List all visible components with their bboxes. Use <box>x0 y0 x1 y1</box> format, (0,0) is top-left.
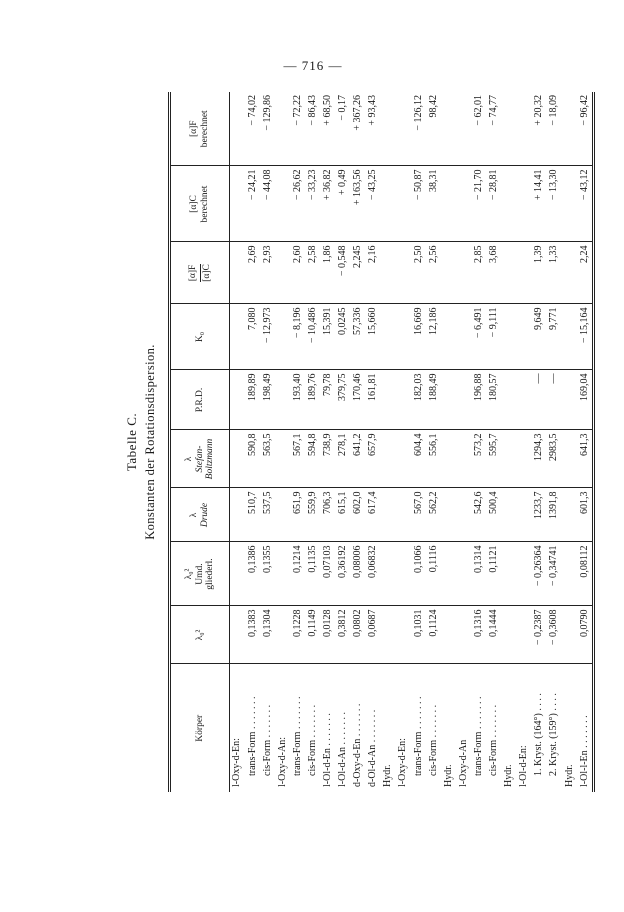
cell-c4: 2983,5 <box>547 430 562 488</box>
row-label: Hydr. <box>382 764 394 787</box>
cell-c8: − 50,87 <box>411 166 426 242</box>
cell-c5: 170,46 <box>351 370 366 430</box>
cell-c4 <box>381 430 396 488</box>
cell-c8 <box>456 166 471 242</box>
cell-c5: — <box>547 370 562 430</box>
cell-c5: 79,78 <box>321 370 336 430</box>
cell-c3: 651,9 <box>290 488 305 542</box>
table-row <box>517 92 532 792</box>
cell-c3: 602,0 <box>351 488 366 542</box>
cell-c2: − 0,26364 <box>532 542 547 606</box>
cell-c1: 0,0790 <box>577 606 594 664</box>
cell-c7 <box>275 242 290 304</box>
cell-c5: 169,04 <box>577 370 594 430</box>
cell-c4: 594,8 <box>305 430 320 488</box>
table-body <box>230 92 594 792</box>
cell-c6 <box>381 304 396 370</box>
cell-c9 <box>396 92 411 166</box>
cell-c4: 641,2 <box>351 430 366 488</box>
cell-c6: − 8,196 <box>290 304 305 370</box>
cell-c7: 2,58 <box>305 242 320 304</box>
cell-c1: 0,0128 <box>321 606 336 664</box>
table-row <box>351 92 366 792</box>
cell-c2 <box>562 542 577 606</box>
table-title: Tabelle C. <box>124 412 139 472</box>
cell-c2: 0,07103 <box>321 542 336 606</box>
cell-c5 <box>230 370 246 430</box>
cell-c7 <box>230 242 246 304</box>
cell-c5 <box>562 370 577 430</box>
cell-c5 <box>502 370 517 430</box>
header-k0: K₀ <box>170 304 230 370</box>
cell-c7 <box>441 242 456 304</box>
cell-c7: 2,85 <box>472 242 487 304</box>
cell-c4: 641,3 <box>577 430 594 488</box>
cell-c4 <box>502 430 517 488</box>
cell-c6 <box>441 304 456 370</box>
cell-c7: 1,33 <box>547 242 562 304</box>
table-row <box>336 92 351 792</box>
cell-c9: − 62,01 <box>472 92 487 166</box>
cell-c5: 189,76 <box>305 370 320 430</box>
cell-c3 <box>441 488 456 542</box>
cell-c9: 98,42 <box>426 92 441 166</box>
row-label: l-Oxy-d-En: <box>231 738 243 787</box>
cell-c7: − 0,548 <box>336 242 351 304</box>
header-prd: P.R.D. <box>170 370 230 430</box>
cell-c1 <box>562 606 577 664</box>
cell-c6: − 10,486 <box>305 304 320 370</box>
cell-c3: 1391,8 <box>547 488 562 542</box>
row-label: l-Ol-d-En . . . . . . . <box>322 713 334 787</box>
cell-c4: 1294,3 <box>532 430 547 488</box>
cell-c8: + 0,49 <box>336 166 351 242</box>
row-label: l-Ol-l-En . . . . . . . <box>578 715 590 787</box>
cell-c4: 278,1 <box>336 430 351 488</box>
cell-c7: 2,60 <box>290 242 305 304</box>
cell-c8 <box>396 166 411 242</box>
header-lambda-drude: λ Drude <box>170 488 230 542</box>
cell-c7: 1,86 <box>321 242 336 304</box>
cell-c2: 0,36192 <box>336 542 351 606</box>
table-row <box>321 92 336 792</box>
cell-c2: 0,1355 <box>260 542 275 606</box>
table-row <box>562 92 577 792</box>
row-label: trans-Form . . . . . . . <box>412 696 424 776</box>
header-alphaF-berechnet: [α]F berechnet <box>170 92 230 166</box>
table-row <box>290 92 305 792</box>
cell-c7: 2,50 <box>411 242 426 304</box>
table-row <box>230 92 246 792</box>
cell-c3: 537,5 <box>260 488 275 542</box>
cell-c7: 1,39 <box>532 242 547 304</box>
row-label: 1. Kryst. (164°) . . . . <box>533 693 545 776</box>
cell-c3: 542,6 <box>472 488 487 542</box>
cell-c2 <box>441 542 456 606</box>
cell-c3 <box>381 488 396 542</box>
cell-c7 <box>381 242 396 304</box>
table-row <box>275 92 290 792</box>
cell-c6 <box>396 304 411 370</box>
cell-c2 <box>456 542 471 606</box>
cell-c1: 0,1304 <box>260 606 275 664</box>
cell-c9: − 0,17 <box>336 92 351 166</box>
cell-c6: 0,0245 <box>336 304 351 370</box>
cell-c5: 379,75 <box>336 370 351 430</box>
cell-c7: 2,245 <box>351 242 366 304</box>
cell-c4: 595,7 <box>487 430 502 488</box>
cell-c6: 7,080 <box>245 304 260 370</box>
row-label: trans-Form . . . . . . . <box>246 696 258 776</box>
cell-c1 <box>502 606 517 664</box>
cell-c2: 0,1214 <box>290 542 305 606</box>
cell-c2 <box>381 542 396 606</box>
row-label: 2. Kryst. (159°) . . . . <box>548 693 560 776</box>
cell-c4 <box>230 430 246 488</box>
table-row <box>366 92 381 792</box>
cell-c6: 15,391 <box>321 304 336 370</box>
cell-c8 <box>517 166 532 242</box>
cell-c8: − 21,70 <box>472 166 487 242</box>
cell-c8: − 44,08 <box>260 166 275 242</box>
cell-c1: 0,1228 <box>290 606 305 664</box>
cell-c5: 161,81 <box>366 370 381 430</box>
cell-c1 <box>275 606 290 664</box>
cell-c4: 604,4 <box>411 430 426 488</box>
cell-c8: − 43,12 <box>577 166 594 242</box>
cell-c8 <box>275 166 290 242</box>
cell-c8: 38,31 <box>426 166 441 242</box>
cell-c4 <box>441 430 456 488</box>
cell-c3: 1233,7 <box>532 488 547 542</box>
cell-c7 <box>517 242 532 304</box>
cell-c6 <box>517 304 532 370</box>
cell-c9: + 68,50 <box>321 92 336 166</box>
cell-c1: 0,0687 <box>366 606 381 664</box>
cell-c4 <box>562 430 577 488</box>
cell-c3: 601,3 <box>577 488 594 542</box>
cell-c6: 16,669 <box>411 304 426 370</box>
cell-c6: 57,336 <box>351 304 366 370</box>
cell-c2: 0,08006 <box>351 542 366 606</box>
cell-c4 <box>396 430 411 488</box>
cell-c3 <box>275 488 290 542</box>
cell-c6: − 12,973 <box>260 304 275 370</box>
cell-c3: 706,3 <box>321 488 336 542</box>
cell-c3: 617,4 <box>366 488 381 542</box>
cell-c1 <box>517 606 532 664</box>
cell-c1: 0,0802 <box>351 606 366 664</box>
cell-c3 <box>230 488 246 542</box>
cell-c5: 198,49 <box>260 370 275 430</box>
table-subtitle: Konstanten der Rotationsdispersion. <box>143 344 157 540</box>
table-row <box>396 92 411 792</box>
header-ratio-alphaF-alphaC: [α]F [α]C <box>170 242 230 304</box>
cell-c9 <box>562 92 577 166</box>
cell-c8 <box>502 166 517 242</box>
cell-c3 <box>517 488 532 542</box>
table-row <box>426 92 441 792</box>
cell-c7 <box>456 242 471 304</box>
cell-c1: 0,1031 <box>411 606 426 664</box>
cell-c9 <box>456 92 471 166</box>
table-row <box>577 92 594 792</box>
cell-c8 <box>381 166 396 242</box>
cell-c2: 0,1135 <box>305 542 320 606</box>
cell-c8: − 43,25 <box>366 166 381 242</box>
cell-c2: 0,1121 <box>487 542 502 606</box>
cell-c9: − 96,42 <box>577 92 594 166</box>
cell-c6: − 15,164 <box>577 304 594 370</box>
cell-c9: − 74,02 <box>245 92 260 166</box>
header-alphaC-berechnet: [α]C berechnet <box>170 166 230 242</box>
cell-c5: 180,57 <box>487 370 502 430</box>
cell-c1: 0,3812 <box>336 606 351 664</box>
header-koerper: Körper <box>170 664 230 792</box>
cell-c2: 0,1116 <box>426 542 441 606</box>
cell-c1: 0,1444 <box>487 606 502 664</box>
cell-c5 <box>381 370 396 430</box>
cell-c2: − 0,34741 <box>547 542 562 606</box>
row-label: trans-Form . . . . . . . <box>291 696 303 776</box>
cell-c4 <box>517 430 532 488</box>
cell-c3: 559,9 <box>305 488 320 542</box>
cell-c3 <box>456 488 471 542</box>
cell-c7: 2,69 <box>245 242 260 304</box>
cell-c5: 196,88 <box>472 370 487 430</box>
cell-c3: 500,4 <box>487 488 502 542</box>
cell-c7: 2,56 <box>426 242 441 304</box>
cell-c9: − 72,22 <box>290 92 305 166</box>
cell-c2: 0,06832 <box>366 542 381 606</box>
cell-c6 <box>502 304 517 370</box>
row-label: l-Ol-d-An . . . . . . . <box>337 712 349 787</box>
row-label: l-Oxy-d-En: <box>397 738 409 787</box>
cell-c8: − 24,21 <box>245 166 260 242</box>
rotated-table-block <box>124 92 590 792</box>
cell-c5 <box>517 370 532 430</box>
cell-c9: − 74,77 <box>487 92 502 166</box>
cell-c8: + 36,82 <box>321 166 336 242</box>
cell-c2 <box>502 542 517 606</box>
cell-c8: − 13,30 <box>547 166 562 242</box>
row-label: trans-Form . . . . . . . <box>472 696 484 776</box>
cell-c9 <box>275 92 290 166</box>
cell-c4: 657,9 <box>366 430 381 488</box>
cell-c9: − 129,86 <box>260 92 275 166</box>
cell-c6: − 9,111 <box>487 304 502 370</box>
cell-c1: − 0,2387 <box>532 606 547 664</box>
row-label: cis-Form . . . . . . . <box>261 704 273 776</box>
cell-c6 <box>275 304 290 370</box>
table-row <box>305 92 320 792</box>
cell-c4 <box>456 430 471 488</box>
cell-c1: − 0,3608 <box>547 606 562 664</box>
cell-c6 <box>562 304 577 370</box>
cell-c3: 567,0 <box>411 488 426 542</box>
cell-c8: + 14,41 <box>532 166 547 242</box>
cell-c7: 2,93 <box>260 242 275 304</box>
row-label: d-Oxy-d-En . . . . . . . <box>352 703 364 787</box>
cell-c1: 0,1149 <box>305 606 320 664</box>
cell-c7 <box>562 242 577 304</box>
cell-c1: 0,1316 <box>472 606 487 664</box>
cell-c5 <box>456 370 471 430</box>
header-row <box>170 92 230 792</box>
cell-c3: 510,7 <box>245 488 260 542</box>
cell-c5 <box>275 370 290 430</box>
cell-c3 <box>562 488 577 542</box>
cell-c9 <box>441 92 456 166</box>
cell-c5: — <box>532 370 547 430</box>
table-row <box>441 92 456 792</box>
cell-c8: + 163,56 <box>351 166 366 242</box>
page-number: — 716 — <box>283 58 343 73</box>
row-label: l-Ol-d-En: <box>518 745 530 787</box>
cell-c3 <box>502 488 517 542</box>
cell-c2: 0,08112 <box>577 542 594 606</box>
cell-c8: − 28,81 <box>487 166 502 242</box>
cell-c5 <box>396 370 411 430</box>
cell-c1: 0,1383 <box>245 606 260 664</box>
cell-c1: 0,1124 <box>426 606 441 664</box>
cell-c3: 615,1 <box>336 488 351 542</box>
cell-c9 <box>517 92 532 166</box>
header-lambda0sq: λ₀² <box>170 606 230 664</box>
cell-c1 <box>381 606 396 664</box>
cell-c9: − 18,09 <box>547 92 562 166</box>
cell-c9: − 126,12 <box>411 92 426 166</box>
cell-c4: 556,1 <box>426 430 441 488</box>
cell-c9: + 367,26 <box>351 92 366 166</box>
table-row <box>532 92 547 792</box>
cell-c1 <box>441 606 456 664</box>
header-lambda0sq-umgliederl: λ₀² Umd. gliederl. <box>170 542 230 606</box>
cell-c6: 9,771 <box>547 304 562 370</box>
cell-c2: 0,1386 <box>245 542 260 606</box>
cell-c6: 9,649 <box>532 304 547 370</box>
table-row <box>502 92 517 792</box>
cell-c3: 562,2 <box>426 488 441 542</box>
cell-c9: + 20,32 <box>532 92 547 166</box>
cell-c7 <box>502 242 517 304</box>
cell-c4: 567,1 <box>290 430 305 488</box>
table-row <box>456 92 471 792</box>
table-row <box>547 92 562 792</box>
cell-c8 <box>230 166 246 242</box>
cell-c8 <box>562 166 577 242</box>
table-row <box>411 92 426 792</box>
cell-c7: 2,16 <box>366 242 381 304</box>
cell-c5 <box>441 370 456 430</box>
row-label: cis-Form . . . . . . . <box>427 704 439 776</box>
cell-c4: 738,9 <box>321 430 336 488</box>
table-row <box>472 92 487 792</box>
cell-c3 <box>396 488 411 542</box>
cell-c5: 188,49 <box>426 370 441 430</box>
row-label: cis-Form . . . . . . . <box>488 704 500 776</box>
cell-c9 <box>502 92 517 166</box>
cell-c4: 563,5 <box>260 430 275 488</box>
cell-c6 <box>456 304 471 370</box>
cell-c2 <box>230 542 246 606</box>
table-row <box>260 92 275 792</box>
row-label: d-Ol-d-An . . . . . . . <box>367 709 379 787</box>
cell-c8: − 26,62 <box>290 166 305 242</box>
row-label: l-Oxy-d-An <box>457 739 469 787</box>
cell-c1 <box>456 606 471 664</box>
table-row <box>245 92 260 792</box>
row-label: Hydr. <box>563 764 575 787</box>
cell-c7: 3,68 <box>487 242 502 304</box>
cell-c5: 193,40 <box>290 370 305 430</box>
cell-c4: 590,8 <box>245 430 260 488</box>
cell-c6: 15,660 <box>366 304 381 370</box>
cell-c5: 189,89 <box>245 370 260 430</box>
cell-c9: − 86,43 <box>305 92 320 166</box>
cell-c8 <box>441 166 456 242</box>
cell-c7 <box>396 242 411 304</box>
dispersion-constants-table <box>168 92 595 792</box>
cell-c1 <box>396 606 411 664</box>
cell-c2 <box>517 542 532 606</box>
cell-c8: − 33,23 <box>305 166 320 242</box>
cell-c7: 2,24 <box>577 242 594 304</box>
row-label: l-Oxy-d-An: <box>276 737 288 787</box>
table-row <box>487 92 502 792</box>
cell-c1 <box>230 606 246 664</box>
row-label: cis-Form . . . . . . . <box>306 704 318 776</box>
cell-c2: 0,1314 <box>472 542 487 606</box>
cell-c9: + 93,43 <box>366 92 381 166</box>
cell-c6: 12,186 <box>426 304 441 370</box>
header-lambda-stefan-boltzmann: λ Stefan- Boltzmann <box>170 430 230 488</box>
cell-c9 <box>381 92 396 166</box>
cell-c6 <box>230 304 246 370</box>
cell-c5: 182,03 <box>411 370 426 430</box>
cell-c4: 573,2 <box>472 430 487 488</box>
row-label: Hydr. <box>442 764 454 787</box>
cell-c2 <box>396 542 411 606</box>
cell-c2: 0,1066 <box>411 542 426 606</box>
cell-c6: − 6,491 <box>472 304 487 370</box>
cell-c9 <box>230 92 246 166</box>
cell-c4 <box>275 430 290 488</box>
table-row <box>381 92 396 792</box>
row-label: Hydr. <box>503 764 515 787</box>
cell-c2 <box>275 542 290 606</box>
